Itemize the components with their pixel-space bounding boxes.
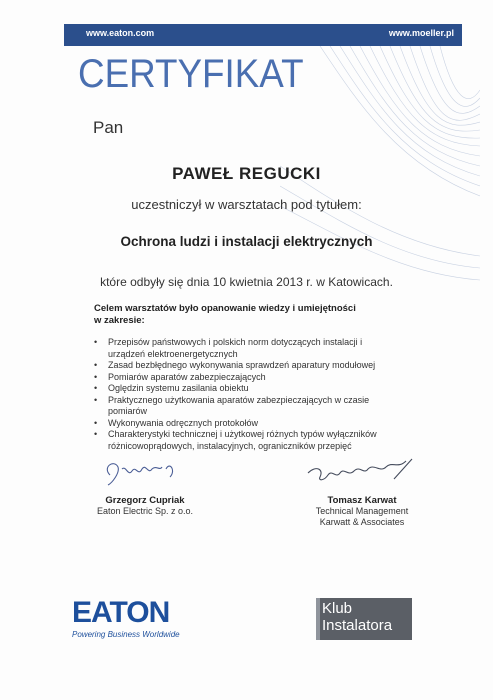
signatory-right-org: Karwatt & Associates (319, 517, 405, 527)
salutation: Pan (93, 118, 124, 137)
aim-line-1: Celem warsztatów było opanowanie wiedzy i umiejętności (94, 303, 356, 314)
signature-block-left (60, 455, 230, 517)
topic-line: różnicowoprądowych, instalacyjnych, ograniczników przepięć (108, 440, 352, 451)
topic-line: Przepisów państwowych i polskich norm dotyczących instalacji i (108, 337, 363, 347)
topic-item (94, 383, 458, 395)
eaton-url: www.eaton.com (86, 28, 155, 38)
participation-text: uczestniczył w warsztatach pod tytułem: (131, 197, 362, 212)
klub-instalatora-logo (316, 598, 412, 640)
topic-item (94, 337, 458, 360)
bullet-icon: • (94, 383, 98, 393)
topic-item (94, 394, 458, 418)
eaton-wordmark: EATON (72, 596, 170, 629)
klub-line-1: Klub (322, 600, 353, 617)
klub-line-2: Instalatora (322, 617, 393, 634)
workshop-title: Ochrona ludzi i instalacji elektrycznych (120, 234, 373, 249)
bullet-icon: • (94, 417, 98, 428)
signatory-right-name: Tomasz Karwat (327, 495, 397, 506)
certificate-title: CERTYFIKAT (78, 52, 304, 96)
signature-karwat (302, 455, 422, 489)
bullet-icon: • (94, 371, 98, 382)
topic-line: Pomiarów aparatów zabezpieczających (108, 371, 266, 382)
signatory-left-org: Eaton Electric Sp. z o.o. (96, 506, 194, 516)
header-bar (64, 24, 462, 46)
topic-line: Charakterystyki technicznej i użytkowej różnych typów wyłączników (108, 429, 377, 439)
topic-item (94, 360, 458, 372)
signature-cupriak (100, 455, 190, 489)
eaton-logo (72, 598, 202, 642)
aim-statement (94, 303, 424, 327)
topic-line: urządzeń elektroenergetycznych (108, 348, 238, 359)
bullet-icon: • (94, 429, 98, 439)
topic-line: Praktycznego użytkowania aparatów zabezpieczających w czasie (108, 394, 370, 405)
aim-line-2: w zakresie: (94, 315, 145, 326)
topic-item (94, 429, 458, 452)
logo-accent-bar (316, 598, 320, 640)
topic-line: Zasad bezbłędnego wykonywania sprawdzeń aparatury modułowej (108, 360, 376, 370)
topic-line: Wykonywania odręcznych protokołów (108, 417, 258, 428)
topic-item (94, 417, 458, 430)
topics-list (94, 337, 458, 452)
signatory-right-role: Technical Management (315, 506, 409, 516)
moeller-url: www.moeller.pl (388, 28, 454, 38)
topic-item (94, 371, 458, 384)
signatory-left-name: Grzegorz Cupriak (105, 495, 185, 506)
signature-block-right (262, 455, 462, 528)
eaton-tagline: Powering Business Worldwide (72, 630, 180, 639)
bullet-icon: • (94, 360, 98, 370)
topic-line: Oględzin systemu zasilania obiektu (108, 383, 249, 393)
topic-line: pomiarów (108, 406, 148, 416)
recipient-name: PAWEŁ REGUCKI (172, 164, 321, 183)
workshop-date-place: które odbyły się dnia 10 kwietnia 2013 r. w Katowicach. (100, 275, 393, 289)
bullet-icon: • (94, 337, 98, 347)
bullet-icon: • (94, 394, 98, 405)
